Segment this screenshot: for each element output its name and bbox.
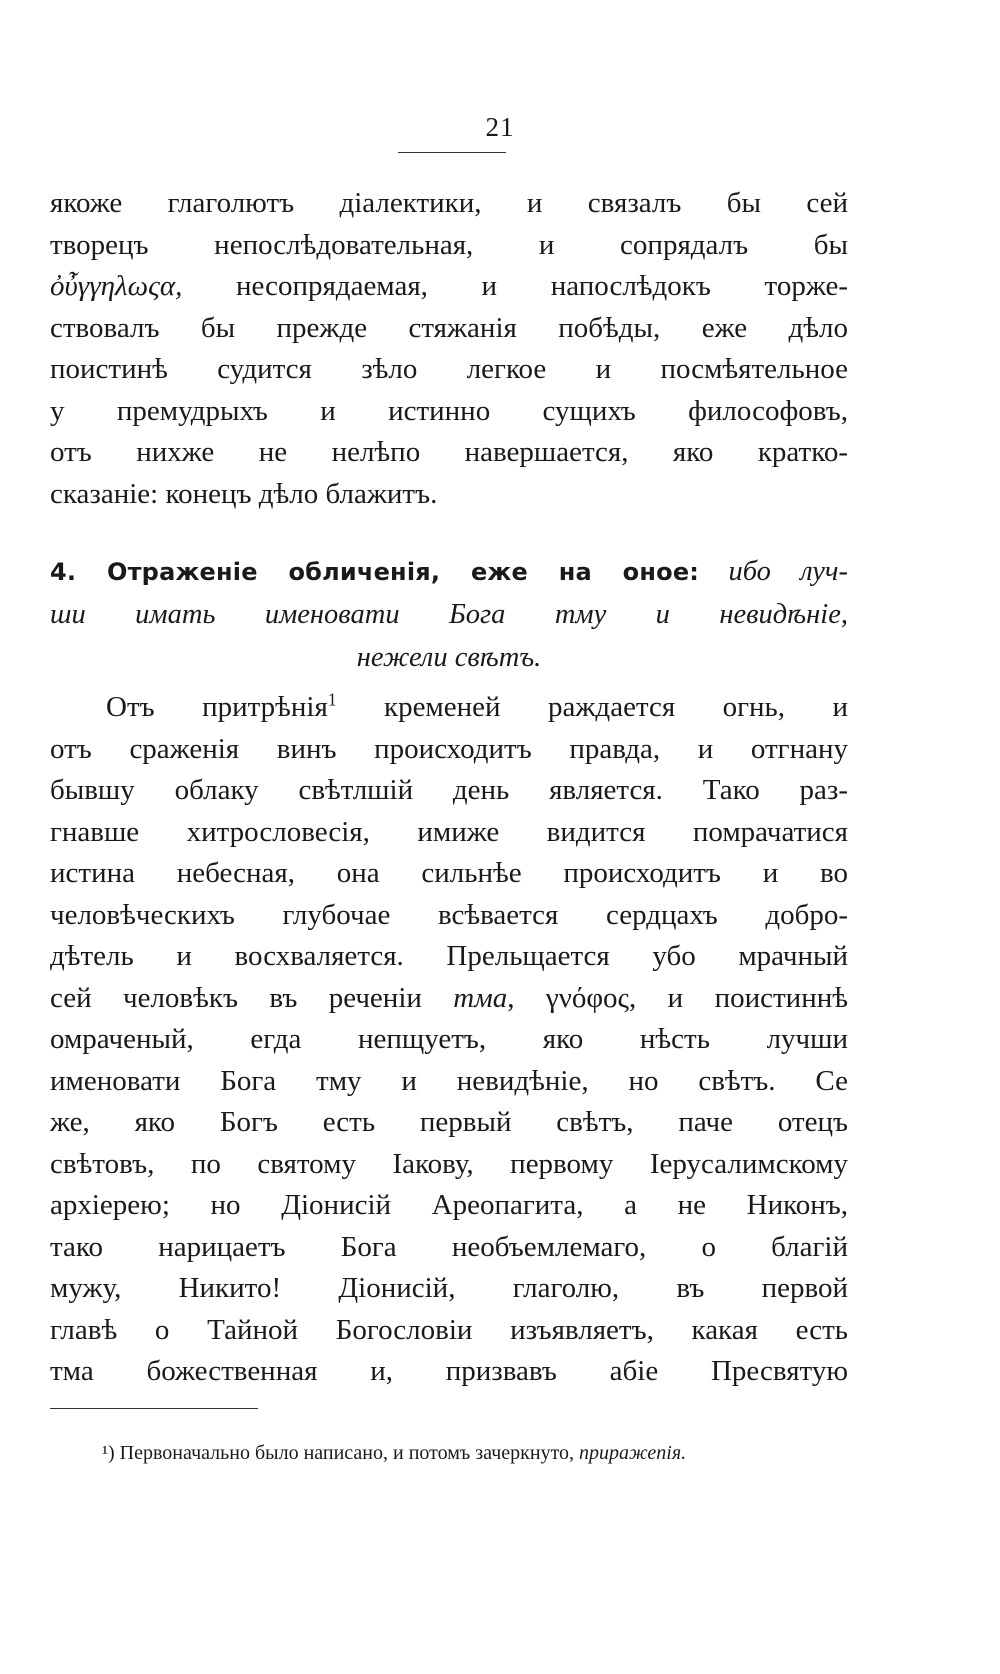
page-number-rule	[398, 152, 506, 153]
heading-italic-text: ибо луч-	[728, 556, 849, 587]
text-line: омраченый, егда непщуетъ, яко нѣсть лучши	[50, 1023, 848, 1055]
text-line: свѣтовъ, по святому Іакову, первому Іерусалимскому	[50, 1147, 848, 1180]
text-line: же, яко Богъ есть первый свѣтъ, паче отецъ	[50, 1106, 848, 1138]
footnote-marker: ¹)	[102, 1442, 115, 1464]
text-fragment: ,	[507, 981, 546, 1014]
text-line: бывшу облаку свѣтлшій день является. Тако раз-	[50, 774, 848, 806]
text-line: дѣтель и восхваляется. Прельщается убо мрачный	[50, 940, 848, 972]
heading-line: нежели свѣтъ.	[356, 642, 542, 673]
text-line	[50, 266, 848, 308]
text-line: гнавше хитрословесія, имиже видится помрачатися	[50, 815, 848, 848]
text-fragment: сей человѣкъ въ реченіи	[50, 981, 454, 1014]
text-line: поистинѣ судится зѣло легкое и посмѣятельное	[50, 353, 848, 385]
text-fragment: кременей раждается огнь, и	[336, 691, 849, 723]
text-line	[50, 687, 848, 729]
text-line: тако нарицаетъ Бога необъемлемаго, о благій	[50, 1230, 848, 1263]
text-line: главѣ о Тайной Богословіи изъявляетъ, какая есть	[50, 1313, 848, 1346]
heading-bold-text: 4. Отраженіе обличенія, еже на оное:	[50, 558, 700, 586]
paragraph-main	[50, 687, 848, 1393]
text-line: якоже глаголютъ діалектики, и связалъ бы сей	[50, 187, 848, 219]
text-line: отъ нихже не нелѣпо навершается, яко кратко-	[50, 436, 848, 468]
text-line: сказаніе: конецъ дѣло блажитъ.	[50, 477, 438, 510]
text-fragment: , и поистиннѣ	[629, 981, 848, 1014]
footnote	[102, 1442, 686, 1465]
text-line: человѣческихъ глубочае всѣвается сердцахъ добро-	[50, 898, 848, 931]
page-number: 21	[485, 112, 515, 142]
text-line: творецъ непослѣдовательная, и сопрядалъ бы	[50, 228, 848, 261]
text-fragment: несопрядаемая, и напослѣдокъ торже-	[235, 270, 848, 302]
footnote-text: Первоначально было написано, и потомъ зачеркнуто,	[114, 1442, 580, 1464]
footnote-rule	[50, 1408, 258, 1409]
text-line: истина небесная, она сильнѣе происходитъ и во	[50, 857, 848, 889]
text-fragment: Отъ притрѣнія	[106, 691, 328, 723]
text-line: архіерею; но Діонисій Ареопагита, а не Никонъ,	[50, 1189, 848, 1221]
heading-line	[50, 550, 848, 593]
text-line: у премудрыхъ и истинно сущихъ философовъ,	[50, 394, 848, 427]
text-line	[50, 978, 848, 1020]
footnote-italic: приражеnія.	[579, 1442, 687, 1464]
greek-word: ὀὖγγηλωςα,	[50, 270, 183, 302]
heading-line: ши имать именовати Бога тму и невидѣніе,	[50, 599, 848, 630]
text-line: ствовалъ бы прежде стяжанія побѣды, еже дѣло	[50, 311, 848, 344]
paragraph-continued	[50, 183, 848, 515]
text-line: отъ сраженія винъ происходитъ правда, и отгнану	[50, 732, 848, 765]
text-line: именовати Бога тму и невидѣніе, но свѣтъ. Се	[50, 1064, 848, 1097]
footnote-ref: 1	[327, 689, 337, 710]
text-line: тма божественная и, призвавъ абіе Пресвятую	[50, 1355, 848, 1387]
text-line: мужу, Никито! Діонисій, глаголю, въ первой	[50, 1272, 848, 1304]
section-heading	[50, 550, 848, 679]
greek-word: γνόφος	[545, 981, 630, 1014]
italic-word: тма	[453, 981, 508, 1014]
